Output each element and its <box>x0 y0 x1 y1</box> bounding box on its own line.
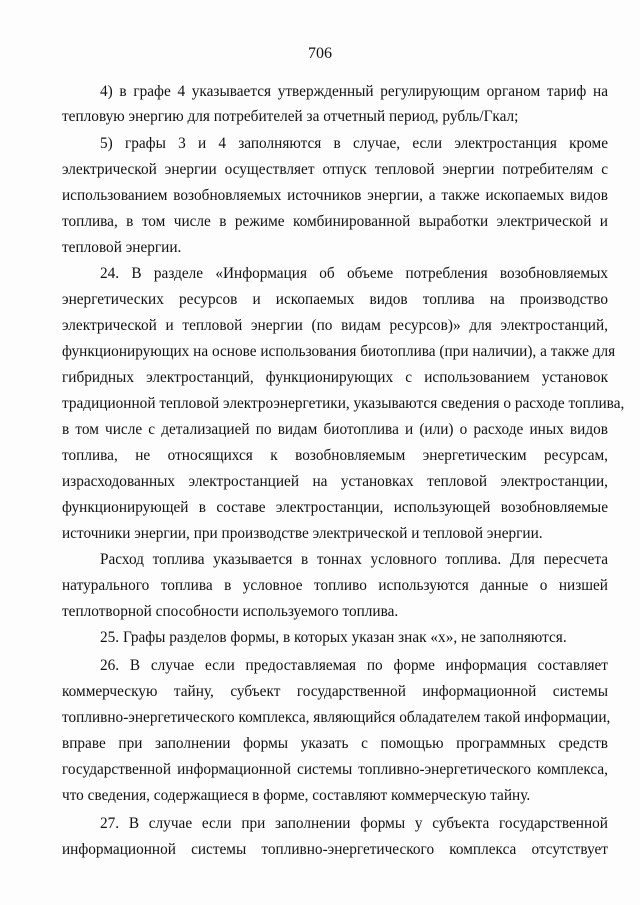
text-line: использованием возобновляемых источников энергии, а также ископаемых видов <box>62 187 608 204</box>
text-line: 25. Графы разделов формы, в которых указан знак «х», не заполняются. <box>100 629 567 646</box>
text-line: теплотворной способности используемого топлива. <box>62 603 399 620</box>
text-line: топливно-энергетического комплекса, являющийся обладателем такой информации, <box>62 709 611 726</box>
text-line: информационной системы топливно-энергетического комплекса отсутствует <box>62 841 608 858</box>
text-line: 5) графы 3 и 4 заполняются в случае, если электростанция кроме <box>100 135 608 152</box>
text-line: электрической и тепловой энергии (по видам ресурсов)» для электростанций, <box>62 317 608 334</box>
text-line: вправе при заполнении формы указать с помощью программных средств <box>62 735 608 752</box>
text-line: что сведения, содержащиеся в форме, составляют коммерческую тайну. <box>62 787 531 804</box>
text-line: тепловую энергию для потребителей за отчетный период, рубль/Гкал; <box>62 108 519 125</box>
text-line: в том числе с детализацией по видам биотоплива и (или) о расходе иных видов <box>62 421 608 438</box>
text-line: источники энергии, при производстве электрической и тепловой энергии. <box>62 525 543 542</box>
text-line: функционирующих на основе использования биотоплива (при наличии), а также для <box>62 343 616 360</box>
text-line: натурального топлива в условное топливо используются данные о низшей <box>62 577 608 594</box>
text-line: 26. В случае если предоставляемая по форме информация составляет <box>100 657 608 674</box>
text-line: 4) в графе 4 указывается утвержденный регулирующим органом тариф на <box>100 83 608 100</box>
text-line: традиционной тепловой электроэнергетики, указываются сведения о расходе топлива, <box>62 395 625 412</box>
text-line: топлива, не относящихся к возобновляемым энергетическим ресурсам, <box>62 447 608 464</box>
text-line: тепловой энергии. <box>62 239 182 256</box>
text-line: 27. В случае если при заполнении формы у субъекта государственной <box>100 815 608 832</box>
text-line: коммерческую тайну, субъект государственной информационной системы <box>62 683 608 700</box>
text-line: государственной информационной системы топливно-энергетического комплекса, <box>62 761 608 778</box>
text-line: энергетических ресурсов и ископаемых видов топлива на производство <box>62 291 608 308</box>
text-line: топлива, в том числе в режиме комбинированной выработки электрической и <box>62 213 608 230</box>
text-line: израсходованных электростанцией на установках тепловой электростанции, <box>62 473 608 490</box>
text-line: электрической энергии осуществляет отпуск тепловой энергии потребителям с <box>62 161 608 178</box>
text-line: 24. В разделе «Информация об объеме потребления возобновляемых <box>100 265 608 282</box>
text-line: функционирующей в составе электростанции, использующей возобновляемые <box>62 499 608 516</box>
page-number: 706 <box>308 45 332 62</box>
text-line: гибридных электростанций, функционирующих с использованием установок <box>62 369 608 386</box>
text-line: Расход топлива указывается в тоннах условного топлива. Для пересчета <box>100 551 608 568</box>
